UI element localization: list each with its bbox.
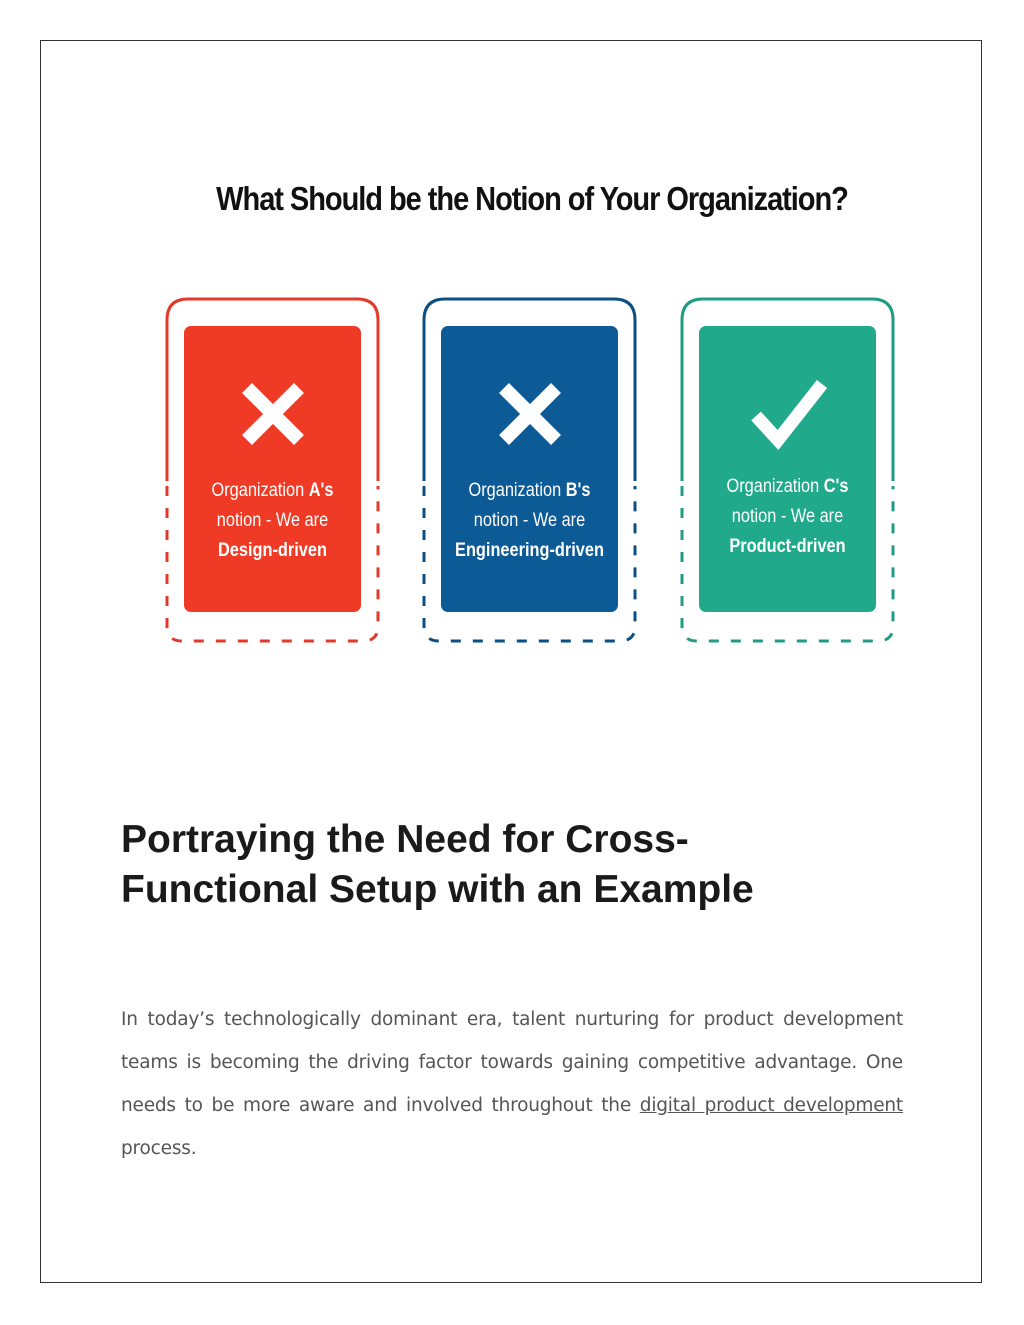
- check-icon: [699, 374, 876, 464]
- card-organization-c: [679, 296, 896, 646]
- card-panel: [699, 326, 876, 612]
- cross-icon: [184, 374, 361, 464]
- article-heading: Portraying the Need for Cross-Functional Setup with an Example: [121, 818, 754, 911]
- cross-icon: [441, 374, 618, 464]
- card-panel: [441, 326, 618, 612]
- digital-product-development-link[interactable]: digital product development: [639, 1095, 903, 1116]
- card-organization-b: [421, 296, 638, 646]
- infographic-title: What Should be the Notion of Your Organization?: [216, 180, 848, 217]
- article-paragraph: In today’s technologically dominant era, talent nurturing for product development teams is becoming the driving factor towards gaining competitive advantage. One needs to be more aware and involved throughout the digital product development process.: [121, 1009, 903, 1159]
- card-label: Organization A's notion - We are Design-driven: [211, 480, 334, 561]
- card-organization-a: [164, 296, 381, 646]
- card-panel: [184, 326, 361, 612]
- card-label: Organization B's notion - We are Engineering-driven: [455, 480, 604, 561]
- card-label: Organization C's notion - We are Product-driven: [726, 476, 849, 557]
